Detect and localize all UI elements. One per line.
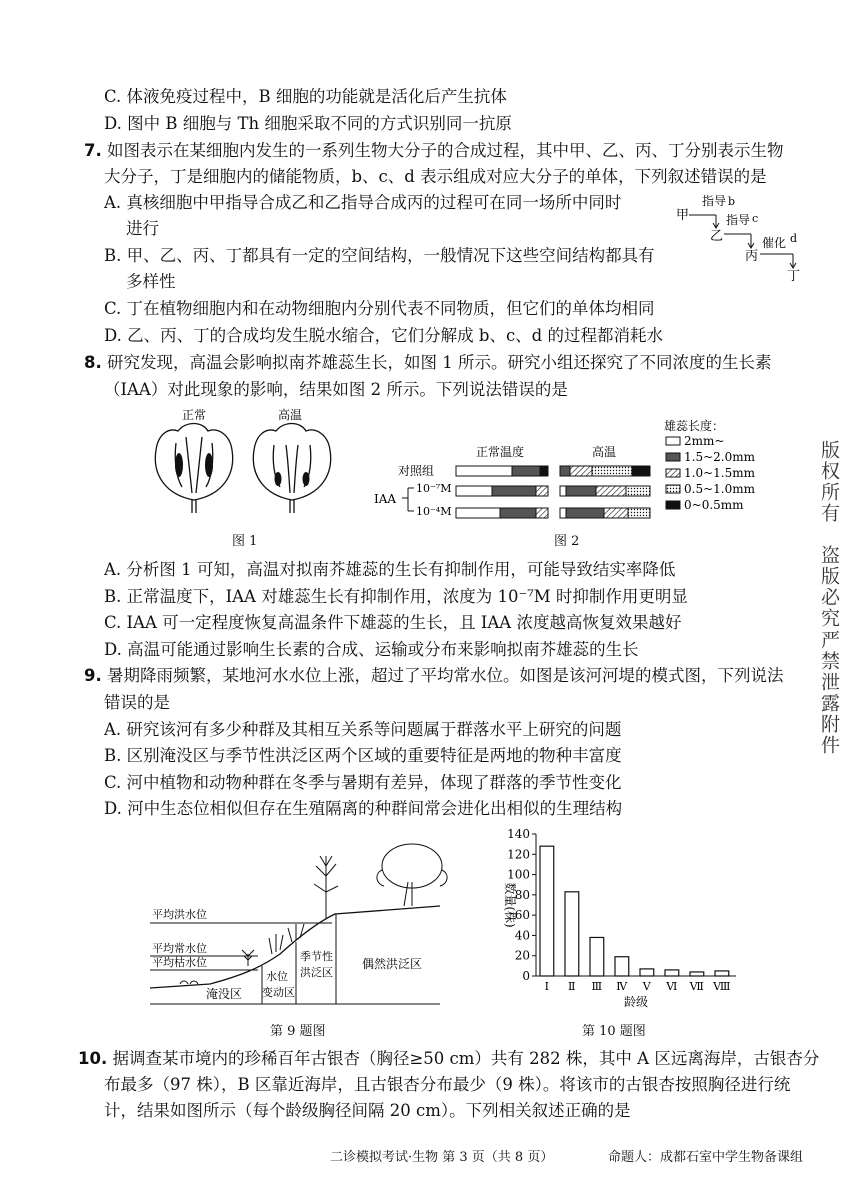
bar (540, 846, 554, 976)
q7-stem-line1: 7. 如图表示在某细胞内发生的一系列生物大分子的合成过程，其中甲、乙、丙、丁分别表示生物 (84, 141, 784, 160)
bar-normal-iaa4-10 (536, 508, 548, 518)
bar (665, 970, 679, 976)
fig1-caption: 图 1 (232, 534, 258, 549)
svg-text:b: b (728, 195, 736, 208)
q9-stem-line1: 9. 暑期降雨频繁，某地河水水位上涨，超过了平均常水位。如图是该河河堤的模式图，下列说法 (84, 666, 784, 685)
q7-option-a-cont: 进行 (126, 219, 159, 238)
fig9-zone2b: 变动区 (262, 986, 295, 999)
q7-yi: 乙 (710, 229, 724, 244)
y-tick-label: 80 (514, 887, 530, 902)
q6-option-d: D. 图中 B 细胞与 Th 细胞采取不同的方式识别同一抗原 (104, 114, 512, 133)
fig1-hot-label: 高温 (278, 408, 303, 422)
q7-option-a: A. 真核细胞中甲指导合成乙和乙指导合成丙的过程可在同一场所中同时 (104, 193, 622, 212)
bar-hot-control-05 (592, 466, 632, 476)
x-tick-label: Ⅳ (616, 980, 628, 993)
fig2-col-hot: 高温 (592, 445, 617, 459)
fig9-low-level: 平均枯水位 (152, 956, 207, 969)
q7-zhidao2: 指导 (726, 213, 751, 227)
bar-normal-iaa4-15 (500, 508, 536, 518)
q10-number: 10. (78, 1049, 108, 1068)
fig2-legend-3: 0.5~1.0mm (684, 482, 755, 496)
q9-stem-line2: 错误的是 (104, 693, 170, 712)
bar-hot-control-15 (560, 466, 570, 476)
fig9-zone4: 偶然洪泛区 (362, 957, 423, 971)
q7-zhidao1: 指导 (702, 194, 727, 208)
x-tick-label: Ⅵ (666, 980, 678, 993)
fig2-row-4: 10⁻⁴M (416, 505, 452, 518)
svg-text:c: c (752, 212, 759, 225)
chart-caption: 第 10 题图 (582, 1024, 646, 1039)
hot-flower-drawing (253, 424, 330, 514)
bar (615, 957, 629, 976)
fig2-caption: 图 2 (554, 534, 580, 549)
fig2-legend-0: 2mm~ (684, 434, 725, 448)
q9-option-a: A. 研究该河有多少种群及其相互关系等问题属于群落水平上研究的问题 (104, 720, 622, 739)
q9-riverbank-figure (150, 826, 450, 1006)
q10-stem-line2: 布最多（97 株），B 区靠近海岸，且古银杏分布最少（9 株）。将该市的古银杏按照胸径进行统 (104, 1075, 791, 1094)
x-tick-label: Ⅴ (642, 980, 651, 993)
fig2-legend-4: 0~0.5mm (684, 498, 744, 512)
hot-anther-left (275, 472, 282, 486)
q8-stem-line2: （IAA）对此现象的影响，结果如图 2 所示。下列说法错误的是 (104, 380, 568, 399)
bar (590, 937, 604, 976)
bar-hot-iaa4-15 (566, 508, 604, 518)
bar-hot-iaa4-05 (628, 508, 650, 518)
x-axis-label: 龄级 (623, 995, 649, 1009)
y-axis-label: 数量(株) (503, 882, 517, 928)
fig2-legend-swatches (666, 437, 680, 509)
footer-page-info: 二诊模拟考试·生物 第 3 页（共 8 页） (330, 1150, 554, 1165)
q9-option-c: C. 河中植物和动物种群在冬季与暑期有差异，体现了群落的季节性变化 (104, 773, 622, 792)
fig9-normal-level: 平均常水位 (152, 942, 207, 955)
q7-cuihua: 催化 (762, 236, 787, 250)
q7-synthesis-diagram (676, 192, 816, 282)
y-tick-label: 0 (522, 969, 530, 983)
q10-stem-line1: 10. 据调查某市境内的珍稀百年古银杏（胸径≥50 cm）共有 282 株，其中 A 区远离海岸，古银杏分 (78, 1049, 820, 1068)
bar-hot-iaa4-10 (604, 508, 628, 518)
y-tick-label: 40 (514, 928, 530, 943)
q8-option-d: D. 高温可能通过影响生长素的合成、运输或分布来影响拟南芥雄蕊的生长 (104, 640, 639, 659)
fig2-legend-2: 1.0~1.5mm (684, 466, 755, 480)
x-tick-label: Ⅷ (713, 980, 731, 993)
bar-normal-iaa7-10 (536, 486, 548, 496)
bar (715, 971, 729, 976)
bar-hot-iaa7-10 (596, 486, 626, 496)
q6-option-c: C. 体液免疫过程中，B 细胞的功能就是活化后产生抗体 (104, 87, 507, 106)
q8-option-c: C. IAA 可一定程度恢复高温条件下雄蕊的生长，且 IAA 浓度越高恢复效果越好 (104, 613, 682, 632)
q7-ding: 丁 (787, 269, 801, 284)
fig9-zone2a: 水位 (266, 970, 288, 983)
bar-hot-control-10 (570, 466, 592, 476)
fig9-zone3b: 洪泛区 (300, 966, 333, 979)
side-text-3: 严禁泄露附件 (818, 630, 840, 756)
hot-anther-right (303, 472, 310, 486)
x-tick-label: Ⅰ (544, 980, 549, 993)
y-tick-label: 140 (507, 827, 530, 841)
y-tick-label: 20 (514, 948, 530, 963)
q7-option-b-cont: 多样性 (126, 272, 176, 291)
fig9-caption: 第 9 题图 (270, 1024, 326, 1039)
bar-hot-iaa7-05 (626, 486, 650, 496)
bar (640, 969, 654, 976)
normal-anther-left (175, 453, 183, 477)
bar-normal-iaa7-15 (492, 486, 536, 496)
bar-normal-control-15 (512, 466, 540, 476)
q8-option-b: B. 正常温度下，IAA 对雄蕊生长有抑制作用，浓度为 10⁻⁷M 时抑制作用更明显 (104, 587, 688, 606)
q7-stem-line2: 大分子，丁是细胞内的储能物质，b、c、d 表示组成对应大分子的单体，下列叙述错误的是 (104, 167, 767, 186)
svg-text:d: d (790, 232, 798, 245)
fig2-iaa-label: IAA (374, 492, 397, 506)
q7-number: 7. (84, 141, 102, 160)
q8-stem-line1: 8. 研究发现，高温会影响拟南芥雄蕊生长，如图 1 所示。研究小组还探究了不同浓度的生长素 (84, 353, 772, 372)
q7-bing: 丙 (745, 249, 759, 264)
fig1-normal-label: 正常 (182, 408, 207, 422)
q7-option-c: C. 丁在植物细胞内和在动物细胞内分别代表不同物质，但它们的单体均相同 (104, 299, 655, 318)
normal-flower-drawing (155, 424, 232, 514)
fig2-row-control: 对照组 (398, 464, 435, 478)
q10-age-class-bar-chart (496, 826, 746, 1026)
x-tick-label: Ⅶ (689, 980, 704, 993)
footer-author: 命题人：成都石室中学生物备课组 (608, 1150, 804, 1165)
fig2-legend-1: 1.5~2.0mm (684, 450, 755, 464)
fig9-flood-level: 平均洪水位 (152, 908, 207, 921)
bar (690, 972, 704, 976)
q8-option-a: A. 分析图 1 可知，高温对拟南芥雄蕊的生长有抑制作用，可能导致结实率降低 (104, 560, 676, 579)
fig9-zone1: 淹没区 (206, 987, 243, 1001)
bar-normal-control-0 (540, 466, 548, 476)
bar-hot-iaa7-15 (566, 486, 596, 496)
x-tick-label: Ⅲ (591, 980, 603, 993)
q9-option-b: B. 区别淹没区与季节性洪泛区两个区域的重要特征是两地的物种丰富度 (104, 746, 622, 765)
fig9-zone3a: 季节性 (300, 950, 333, 963)
q8-figure2-stacked-bars (372, 418, 772, 528)
q8-figure1-flowers (146, 405, 386, 525)
x-tick-label: Ⅱ (568, 980, 576, 993)
side-text-2: 盗版必究 (818, 545, 840, 629)
fig2-row-7: 10⁻⁷M (416, 482, 452, 495)
q7-jia: 甲 (676, 208, 690, 223)
normal-anther-right (205, 453, 213, 477)
side-text-1: 版权所有 (818, 440, 840, 524)
y-tick-label: 60 (514, 908, 530, 923)
q7-option-b: B. 甲、乙、丙、丁都具有一定的空间结构，一般情况下这些空间结构都具有 (104, 246, 655, 265)
q10-stem-line3: 计，结果如图所示（每个龄级胸径间隔 20 cm）。下列相关叙述正确的是 (104, 1101, 631, 1120)
fig2-legend-title: 雄蕊长度： (664, 419, 725, 433)
bar (565, 892, 579, 976)
fig2-col-normal: 正常温度 (476, 445, 525, 459)
q7-option-d: D. 乙、丙、丁的合成均发生脱水缩合，它们分解成 b、c、d 的过程都消耗水 (104, 326, 663, 345)
q9-number: 9. (84, 666, 102, 685)
q8-number: 8. (84, 353, 102, 372)
y-tick-label: 120 (507, 847, 530, 862)
y-tick-label: 100 (507, 867, 530, 882)
bar-hot-control-0 (632, 466, 650, 476)
q9-option-d: D. 河中生态位相似但存在生殖隔离的种群间常会进化出相似的生理结构 (104, 799, 623, 818)
